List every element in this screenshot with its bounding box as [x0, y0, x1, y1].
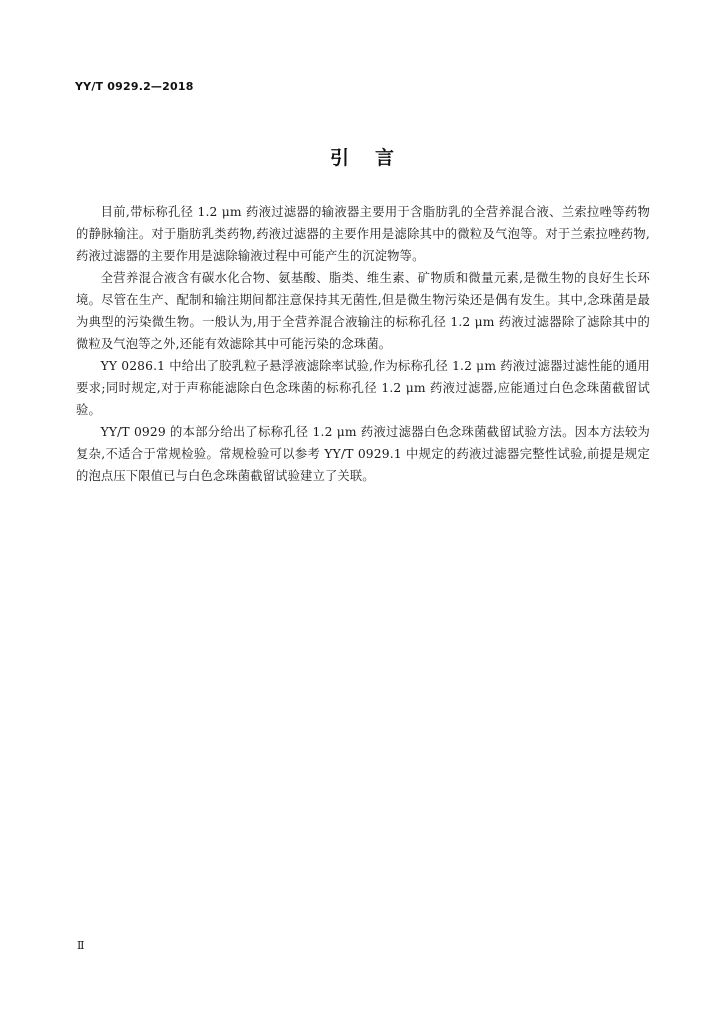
standard-code: YY/T 0929.2—2018	[75, 80, 194, 93]
document-body	[76, 201, 650, 487]
page-number: Ⅱ	[77, 939, 85, 952]
paragraph-1: 目前,带标称孔径 1.2 μm 药液过滤器的输液器主要用于含脂肪乳的全营养混合液、兰索拉唑等药物的静脉输注。对于脂肪乳类药物,药液过滤器的主要作用是滤除其中的微粒及气泡等。对于兰索拉唑药物,药液过滤器的主要作用是滤除输液过程中可能产生的沉淀物等。	[76, 205, 650, 263]
paragraph-2: 全营养混合液含有碳水化合物、氨基酸、脂类、维生素、矿物质和微量元素,是微生物的良好生长环境。尽管在生产、配制和输注期间都注意保持其无菌性,但是微生物污染还是偶有发生。其中,念珠菌是最为典型的污染微生物。一般认为,用于全营养混合液输注的标称孔径 1.2 μm 药液过滤器除了滤除其中的微粒及气泡等之外,还能有效滤除其中可能污染的念珠菌。	[76, 271, 650, 351]
paragraph-3: YY 0286.1 中给出了胶乳粒子悬浮液滤除率试验,作为标称孔径 1.2 μm 药液过滤器过滤性能的通用要求;同时规定,对于声称能滤除白色念珠菌的标称孔径 1.2 μm 药液过滤器,应能通过白色念珠菌截留试验。	[76, 359, 650, 417]
section-title: 引言	[329, 147, 420, 169]
paragraph-4: YY/T 0929 的本部分给出了标称孔径 1.2 μm 药液过滤器白色念珠菌截留试验方法。因本方法较为复杂,不适合于常规检验。常规检验可以参考 YY/T 0929.1 中规定的药液过滤器完整性试验,前提是规定的泡点压下限值已与白色念珠菌截留试验建立了关联。	[76, 425, 650, 483]
